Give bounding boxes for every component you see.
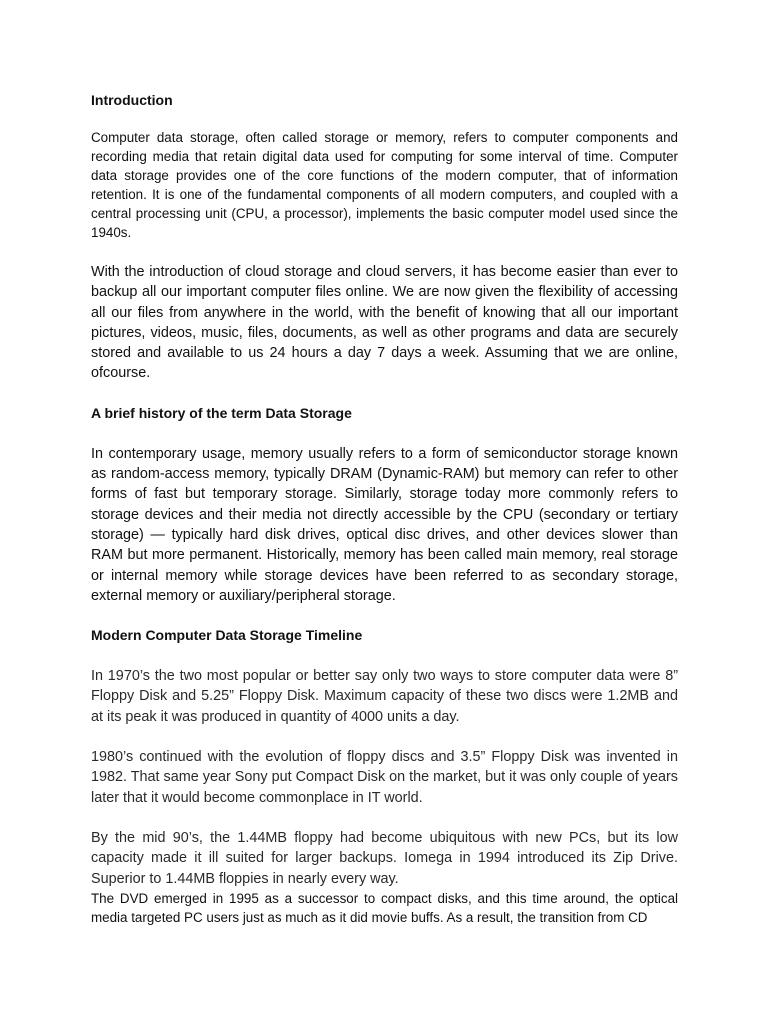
document-page [91, 92, 678, 927]
section-brief-history [91, 405, 678, 606]
paragraph: Computer data storage, often called storage or memory, refers to computer components and recording media that retain digital data used for computing for some interval of time. Computer data storage provides one of the core functions of the modern computer, that of information retention. It is one of the fundamental components of all modern computers, and coupled with a central processing unit (CPU, a processor), implements the basic computer model used since the 1940s. [91, 130, 678, 240]
paragraph: With the introduction of cloud storage and cloud servers, it has become easier than ever to backup all our important computer files online. We are now given the flexibility of accessing all our files from anywhere in the world, with the benefit of knowing that all our important pictures, videos, music, files, documents, as well as other programs and data are securely stored and available to us 24 hours a day 7 days a week. Assuming that we are online, ofcourse. [91, 264, 678, 382]
section-timeline [91, 627, 678, 927]
paragraph: The DVD emerged in 1995 as a successor to compact disks, and this time around, the optical media targeted PC users just as much as it did movie buffs. As a result, the transition from CD [91, 890, 678, 925]
section-heading: Introduction [91, 92, 173, 108]
paragraph: 1980’s continued with the evolution of floppy discs and 3.5” Floppy Disk was invented in 1982. That same year Sony put Compact Disk on the market, but it was only couple of years later that it would become commonplace in IT world. [91, 749, 678, 806]
paragraph: In 1970’s the two most popular or better say only two ways to store computer data were 8” Floppy Disk and 5.25” Floppy Disk. Maximum capacity of these two discs were 1.2MB and at its peak it was produced in quantity of 4000 units a day. [91, 668, 678, 725]
section-heading: Modern Computer Data Storage Timeline [91, 627, 363, 644]
section-heading: A brief history of the term Data Storage [91, 404, 352, 421]
paragraph: In contemporary usage, memory usually refers to a form of semiconductor storage known as random-access memory, typically DRAM (Dynamic-RAM) but memory can refer to other forms of fast but temporary storage. Similarly, storage today more commonly refers to storage devices and their media not directly accessible by the CPU (secondary or tertiary storage) — typically hard disk drives, optical disc drives, and other devices slower than RAM but more permanent. Historically, memory has been called main memory, real storage or internal memory while storage devices have been referred to as secondary storage, external memory or auxiliary/peripheral storage. [91, 445, 678, 604]
section-introduction [91, 92, 678, 384]
paragraph: By the mid 90’s, the 1.44MB floppy had become ubiquitous with new PCs, but its low capacity made it ill suited for larger backups. Iomega in 1994 introduced its Zip Drive. Superior to 1.44MB floppies in nearly every way. [91, 829, 678, 887]
